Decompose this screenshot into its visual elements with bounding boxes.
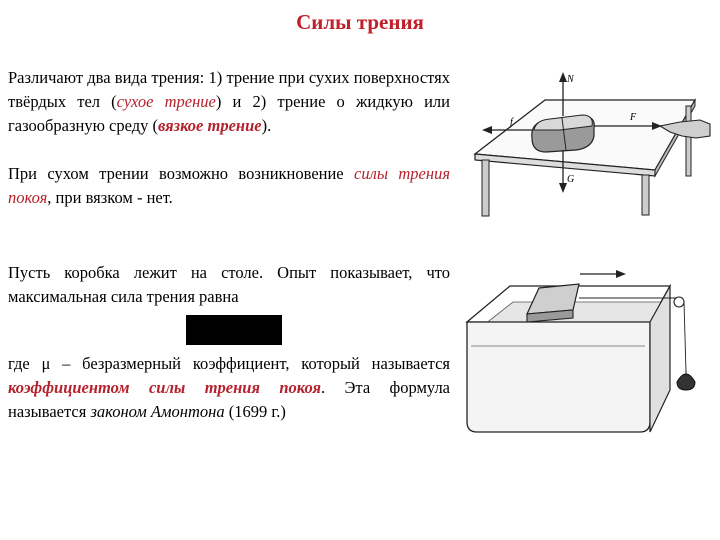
para2-text-1: При сухом трении возможно возникновение [8,164,355,183]
para4-text-1: где μ – безразмерный коэффициент, который называется [8,354,450,373]
pulley-shape [674,297,684,307]
paragraph-friction-types [8,66,450,138]
para1-text-3: ) и 2) трение о жидкую или газообразную среду ( [8,92,450,135]
term-dry-friction: сухое трение [116,92,216,111]
label-applied-force: F [630,112,637,123]
para3-text-1: Пусть коробка лежит на столе. Опыт показывает, что максимальная сила трения равна [8,263,450,306]
para4-text-5: (1699 г.) [224,402,286,421]
label-normal-force: N [567,74,574,85]
term-static-friction: силы трения покоя [8,164,450,207]
term-viscous-friction: вязкое трение [157,116,262,135]
block-shape [532,115,594,152]
para4-text-3: . Эта формула называется [8,378,451,421]
label-gravity: G [567,174,575,185]
page-title: Силы трения [296,10,424,34]
label-friction-force: f [510,117,513,128]
paragraph-static-friction [8,162,450,210]
table-friction-illustration [470,70,715,220]
para2-text-3: , при вязком - нет. [47,188,173,207]
term-amontons-law: законом Амонтона [90,402,225,421]
term-static-friction-coefficient: коэффициентом силы трения покоя [8,378,322,397]
para1-text-5: ). [261,116,272,135]
paragraph-amontons-law [8,352,450,424]
paragraph-experiment [8,261,450,309]
formula-placeholder [186,315,282,345]
para1-text-1: Различают два вида трения: 1) трение при сухих поверхностях твёрдых тел ( [8,68,450,111]
weight-shape [677,374,695,390]
water-tank-illustration [455,262,710,440]
